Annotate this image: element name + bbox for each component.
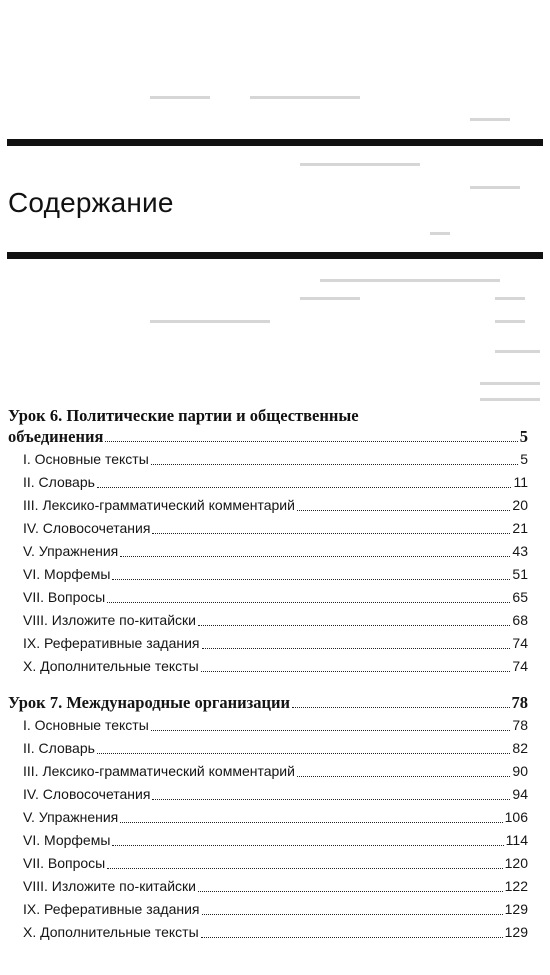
- toc-entry-label: X. Дополнительные тексты: [23, 658, 199, 674]
- page-number: 129: [504, 901, 528, 917]
- toc-entry[interactable]: [8, 471, 528, 494]
- toc-entry-label: III. Лексико-грамматический комментарий: [23, 497, 295, 513]
- toc-entry-label: VI. Морфемы: [23, 566, 111, 582]
- page-number: 122: [504, 878, 528, 894]
- lesson-title: Урок 7. Международные организации: [8, 693, 291, 712]
- page-number: 74: [512, 635, 528, 651]
- page-number: 78: [511, 693, 528, 712]
- dot-leader: [112, 578, 510, 580]
- toc-entry[interactable]: [8, 829, 528, 852]
- lesson-7-items: [8, 714, 528, 944]
- page-number: 114: [505, 832, 528, 848]
- toc-entry[interactable]: [8, 875, 528, 898]
- page-number: 68: [512, 612, 528, 628]
- dot-leader: [297, 509, 510, 511]
- dot-leader: [151, 463, 518, 465]
- page-number: 5: [519, 427, 528, 446]
- dot-leader: [152, 798, 510, 800]
- toc-entry[interactable]: [8, 852, 528, 875]
- dot-leader: [201, 670, 511, 672]
- dot-leader: [198, 890, 503, 892]
- toc-entry[interactable]: [8, 714, 528, 737]
- toc-entry[interactable]: [8, 494, 528, 517]
- toc-entry[interactable]: [8, 806, 528, 829]
- lesson-entry[interactable]: [8, 692, 528, 714]
- lesson-6-section: [8, 405, 528, 678]
- page-number: 94: [512, 786, 528, 802]
- toc-entry[interactable]: [8, 921, 528, 944]
- page-number: 5: [520, 451, 528, 467]
- page-title: Содержание: [8, 187, 174, 218]
- dot-leader: [292, 706, 509, 708]
- dot-leader: [151, 729, 511, 731]
- toc-entry[interactable]: [8, 586, 528, 609]
- dot-leader: [107, 601, 510, 603]
- page-number: 20: [512, 497, 528, 513]
- bottom-rule: [7, 252, 543, 259]
- toc-entry[interactable]: [8, 737, 528, 760]
- toc-entry-label: IV. Словосочетания: [23, 520, 151, 536]
- lesson-7-section: [8, 692, 528, 944]
- page-number: 129: [504, 924, 528, 940]
- toc-entry-label: IV. Словосочетания: [23, 786, 151, 802]
- toc-entry-label: IX. Реферативные задания: [23, 635, 200, 651]
- toc-entry[interactable]: [8, 898, 528, 921]
- dot-leader: [201, 936, 503, 938]
- toc-entry[interactable]: [8, 609, 528, 632]
- dot-leader: [97, 752, 510, 754]
- toc-entry-label: VIII. Изложите по-китайски: [23, 612, 196, 628]
- page-number: 43: [512, 543, 528, 559]
- dot-leader: [112, 844, 503, 846]
- toc-entry[interactable]: [8, 783, 528, 806]
- page-number: 65: [512, 589, 528, 605]
- dot-leader: [120, 555, 510, 557]
- lesson-entry[interactable]: [8, 426, 528, 448]
- toc-entry[interactable]: [8, 760, 528, 783]
- toc-entry-label: VII. Вопросы: [23, 589, 106, 605]
- toc-entry[interactable]: [8, 655, 528, 678]
- toc-entry-label: VII. Вопросы: [23, 855, 106, 871]
- top-rule: [7, 139, 543, 146]
- toc-entry[interactable]: [8, 448, 528, 471]
- page-number: 11: [513, 474, 528, 490]
- toc-entry-label: IX. Реферативные задания: [23, 901, 200, 917]
- page-number: 21: [512, 520, 528, 536]
- lesson-title-continuation: объединения: [8, 427, 104, 446]
- lesson-title-line: Урок 6. Политические партии и общественные: [8, 406, 359, 425]
- dot-leader: [107, 867, 502, 869]
- dot-leader: [97, 486, 512, 488]
- toc-entry-label: II. Словарь: [23, 740, 95, 756]
- toc-entry[interactable]: [8, 563, 528, 586]
- toc-entry[interactable]: [8, 517, 528, 540]
- page-number: 82: [512, 740, 528, 756]
- dot-leader: [202, 913, 503, 915]
- toc-entry-label: II. Словарь: [23, 474, 95, 490]
- dot-leader: [297, 775, 510, 777]
- dot-leader: [120, 821, 502, 823]
- toc-entry[interactable]: [8, 632, 528, 655]
- toc-entry[interactable]: [8, 540, 528, 563]
- page-number: 90: [512, 763, 528, 779]
- page-number: 74: [512, 658, 528, 674]
- toc-entry-label: X. Дополнительные тексты: [23, 924, 199, 940]
- toc-entry-label: I. Основные тексты: [23, 717, 149, 733]
- dot-leader: [152, 532, 510, 534]
- toc-entry-label: VIII. Изложите по-китайски: [23, 878, 196, 894]
- page-number: 106: [504, 809, 528, 825]
- toc-entry-label: III. Лексико-грамматический комментарий: [23, 763, 295, 779]
- toc-entry-label: V. Упражнения: [23, 809, 119, 825]
- toc-entry-label: I. Основные тексты: [23, 451, 149, 467]
- dot-leader: [202, 647, 511, 649]
- toc-entry-label: V. Упражнения: [23, 543, 119, 559]
- dot-leader: [105, 440, 517, 442]
- dot-leader: [198, 624, 510, 626]
- page-number: 120: [504, 855, 528, 871]
- toc-entry-label: VI. Морфемы: [23, 832, 111, 848]
- lesson-6-items: [8, 448, 528, 678]
- page-number: 78: [512, 717, 528, 733]
- page-number: 51: [512, 566, 528, 582]
